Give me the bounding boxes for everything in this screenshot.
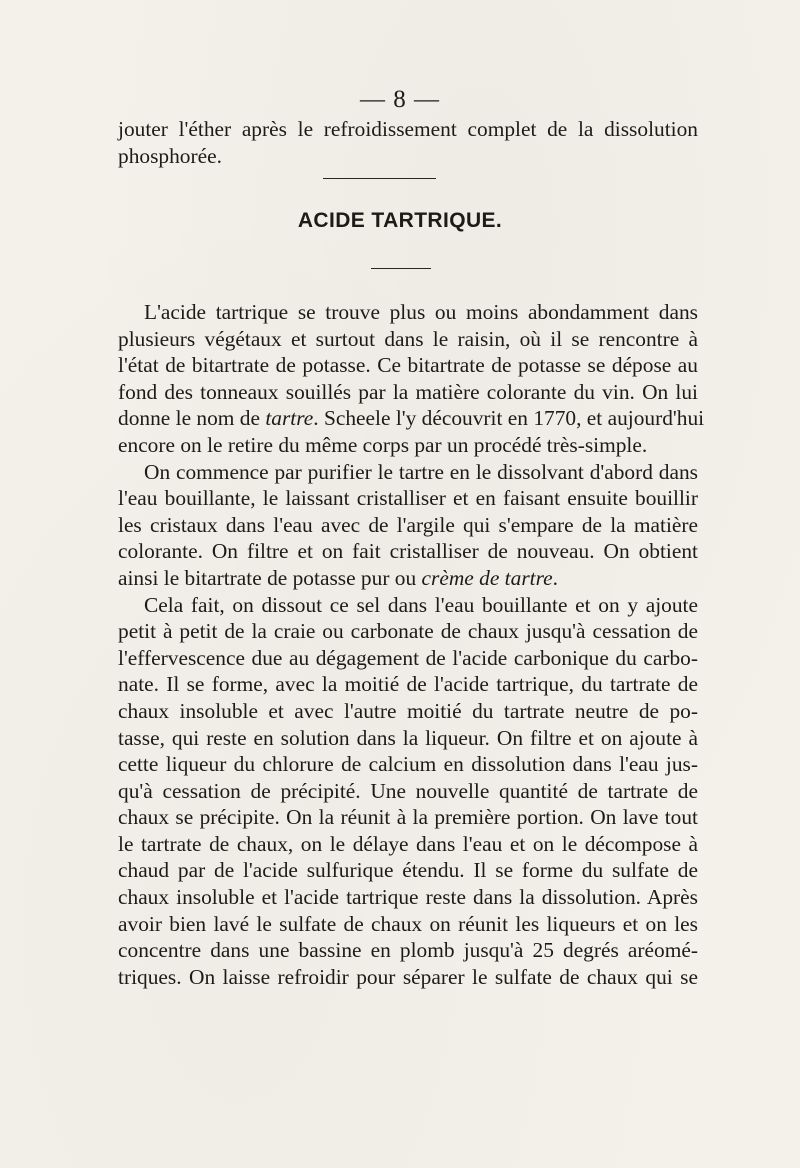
italic-term: crème de tartre <box>421 565 553 590</box>
text-line: cette liqueur du chlorure de calcium en dissolution dans l'eau jus- <box>118 752 698 777</box>
text-line: chaux insoluble et avec l'autre moitié du tartrate neutre de po- <box>118 698 698 723</box>
text-line: On commence par purifier le tartre en le dissolvant d'abord dans <box>144 459 698 484</box>
text-fragment: ainsi le bitartrate de potasse pur ou <box>118 565 422 590</box>
text-line: chaud par de l'acide sulfurique étendu. Il se forme du sulfate de <box>118 858 698 883</box>
text-line: l'état de bitartrate de potasse. Ce bitartrate de potasse se dépose au <box>118 353 698 378</box>
text-line: chaux se précipite. On la réunit à la première portion. On lave tout <box>118 805 698 830</box>
text-line: concentre dans une bassine en plomb jusqu'à 25 degrés aréomé- <box>118 938 698 963</box>
separator-rule <box>371 268 431 269</box>
text-line: jouter l'éther après le refroidissement complet de la dissolution <box>118 117 698 141</box>
intro-text <box>118 116 698 169</box>
text-fragment: . <box>552 565 558 590</box>
text-line: phosphorée. <box>118 143 222 168</box>
text-line: avoir bien lavé le sulfate de chaux on réunit les liqueurs et on les <box>118 911 698 936</box>
paragraph-2 <box>118 459 698 592</box>
text-fragment: donne le nom de <box>118 406 266 431</box>
text-line: encore on le retire du même corps par un procédé très-simple. <box>118 432 648 457</box>
separator-rule <box>323 178 436 179</box>
text-line: tasse, qui reste en solution dans la liqueur. On filtre et on ajoute à <box>118 725 698 750</box>
text-line: plusieurs végétaux et surtout dans le raisin, où il se rencontre à <box>118 326 698 351</box>
text-line: chaux insoluble et l'acide tartrique reste dans la dissolution. Après <box>118 885 698 910</box>
paragraph-1 <box>118 299 705 459</box>
text-line: l'eau bouillante, le laissant cristalliser et en faisant ensuite bouillir <box>118 486 698 511</box>
text-fragment: . Scheele l'y découvrit en 1770, et aujourd'hui <box>313 406 705 431</box>
text-line <box>118 565 698 592</box>
paragraph-3 <box>118 592 698 991</box>
text-line: L'acide tartrique se trouve plus ou moins abondamment dans <box>144 300 698 324</box>
section-heading: ACIDE TARTRIQUE. <box>297 209 503 232</box>
text-line: le tartrate de chaux, on le délaye dans l'eau et on le décompose à <box>118 831 698 856</box>
text-line: Cela fait, on dissout ce sel dans l'eau bouillante et on y ajoute <box>144 592 698 617</box>
text-line: l'effervescence due au dégagement de l'acide carbonique du carbo- <box>118 645 698 670</box>
text-line <box>118 405 705 432</box>
text-line: petit à petit de la craie ou carbonate de chaux jusqu'à cessation de <box>118 619 698 644</box>
text-line: qu'à cessation de précipité. Une nouvelle quantité de tartrate de <box>118 778 698 803</box>
text-line: triques. On laisse refroidir pour séparer le sulfate de chaux qui se <box>118 964 698 989</box>
text-line: colorante. On filtre et on fait cristalliser de nouveau. On obtient <box>118 539 698 564</box>
body-text <box>118 299 705 990</box>
text-line: les cristaux dans l'eau avec de l'argile qui s'empare de la matière <box>118 512 698 537</box>
page-number: — 8 — <box>360 86 440 113</box>
text-line: nate. Il se forme, avec la moitié de l'acide tartrique, du tartrate de <box>118 672 698 697</box>
text-line: fond des tonneaux souillés par la matière colorante du vin. On lui <box>118 379 698 404</box>
italic-term: tartre <box>265 406 314 431</box>
